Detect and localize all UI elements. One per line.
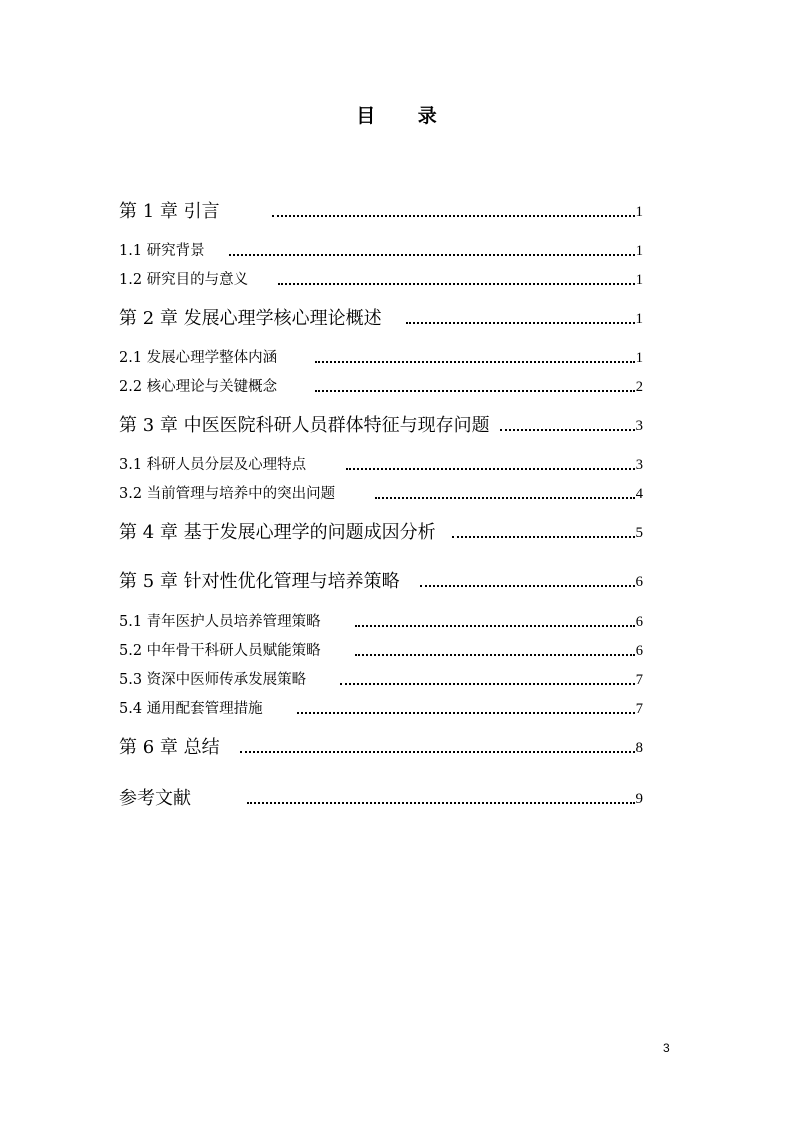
- toc-dot-leader: [346, 468, 635, 470]
- toc-dot-leader: [247, 802, 635, 804]
- toc-entry-label: 第 3 章 中医医院科研人员群体特征与现存问题: [119, 415, 490, 436]
- toc-entry-label: 1.2 研究目的与意义: [119, 272, 249, 288]
- toc-entry-page: 4: [635, 486, 643, 502]
- toc-entry-label: 5.2 中年骨干科研人员赋能策略: [119, 643, 321, 659]
- toc-entry-page: 1: [635, 272, 643, 288]
- toc-dot-leader: [406, 322, 635, 324]
- toc-entry-chapter-2[interactable]: [119, 306, 643, 332]
- toc-entry-page: 1: [635, 311, 643, 327]
- toc-entry-page: 8: [635, 740, 643, 756]
- toc-entry-page: 7: [635, 672, 643, 688]
- toc-entry-page: 5: [635, 525, 643, 541]
- toc-dot-leader: [315, 390, 635, 392]
- toc-dot-leader: [315, 361, 635, 363]
- toc-entry-page: 3: [635, 418, 643, 434]
- toc-entry-page: 6: [635, 614, 643, 630]
- toc-entry-label: 5.1 青年医护人员培养管理策略: [119, 614, 321, 630]
- toc-entry-references[interactable]: [119, 786, 643, 812]
- toc-entry-label: 第 6 章 总结: [119, 737, 220, 758]
- toc-title: 目 录: [356, 105, 455, 127]
- toc-entry-section-2-2[interactable]: [119, 376, 643, 398]
- toc-entry-page: 2: [635, 379, 643, 395]
- toc-entry-section-5-1[interactable]: [119, 611, 643, 633]
- toc-entry-section-5-4[interactable]: [119, 698, 643, 720]
- toc-dot-leader: [229, 254, 635, 256]
- toc-entry-label: 第 2 章 发展心理学核心理论概述: [119, 308, 382, 329]
- toc-entry-section-2-1[interactable]: [119, 347, 643, 369]
- toc-entry-page: 1: [635, 243, 643, 259]
- toc-dot-leader: [355, 625, 635, 627]
- toc-entry-label: 第 1 章 引言: [119, 201, 220, 222]
- toc-dot-leader: [375, 497, 635, 499]
- toc-entry-section-3-1[interactable]: [119, 454, 643, 476]
- toc-entry-label: 1.1 研究背景: [119, 243, 205, 259]
- toc-dot-leader: [340, 683, 635, 685]
- toc-dot-leader: [452, 536, 635, 538]
- toc-entry-page: 1: [635, 204, 643, 220]
- toc-entry-label: 2.2 核心理论与关键概念: [119, 379, 278, 395]
- toc-entry-label: 3.1 科研人员分层及心理特点: [119, 457, 307, 473]
- toc-entry-section-1-2[interactable]: [119, 269, 643, 291]
- toc-entry-chapter-5[interactable]: [119, 569, 643, 595]
- toc-dot-leader: [240, 751, 635, 753]
- toc-entry-section-5-3[interactable]: [119, 669, 643, 691]
- toc-entry-label: 3.2 当前管理与培养中的突出问题: [119, 486, 336, 502]
- toc-dot-leader: [500, 429, 635, 431]
- toc-dot-leader: [297, 712, 635, 714]
- toc-entry-chapter-6[interactable]: [119, 735, 643, 761]
- toc-dot-leader: [278, 283, 635, 285]
- toc-entry-label: 5.4 通用配套管理措施: [119, 701, 263, 717]
- toc-entry-page: 6: [635, 574, 643, 590]
- toc-entry-chapter-1[interactable]: [119, 199, 643, 225]
- toc-entry-page: 9: [635, 791, 643, 807]
- toc-dot-leader: [272, 215, 635, 217]
- toc-entry-label: 参考文献: [119, 788, 191, 809]
- toc-entry-page: 7: [635, 701, 643, 717]
- toc-entry-page: 3: [635, 457, 643, 473]
- toc-dot-leader: [420, 585, 635, 587]
- toc-entry-page: 6: [635, 643, 643, 659]
- toc-entry-label: 第 5 章 针对性优化管理与培养策略: [119, 571, 400, 592]
- toc-entry-section-1-1[interactable]: [119, 240, 643, 262]
- toc-entry-label: 2.1 发展心理学整体内涵: [119, 350, 278, 366]
- toc-entry-section-5-2[interactable]: [119, 640, 643, 662]
- toc-entry-label: 第 4 章 基于发展心理学的问题成因分析: [119, 522, 436, 543]
- toc-entry-chapter-4[interactable]: [119, 520, 643, 546]
- toc-entry-section-3-2[interactable]: [119, 483, 643, 505]
- toc-entry-label: 5.3 资深中医师传承发展策略: [119, 672, 307, 688]
- toc-dot-leader: [355, 654, 635, 656]
- toc-entry-page: 1: [635, 350, 643, 366]
- toc-entry-chapter-3[interactable]: [119, 413, 643, 439]
- page-number: 3: [663, 1041, 670, 1055]
